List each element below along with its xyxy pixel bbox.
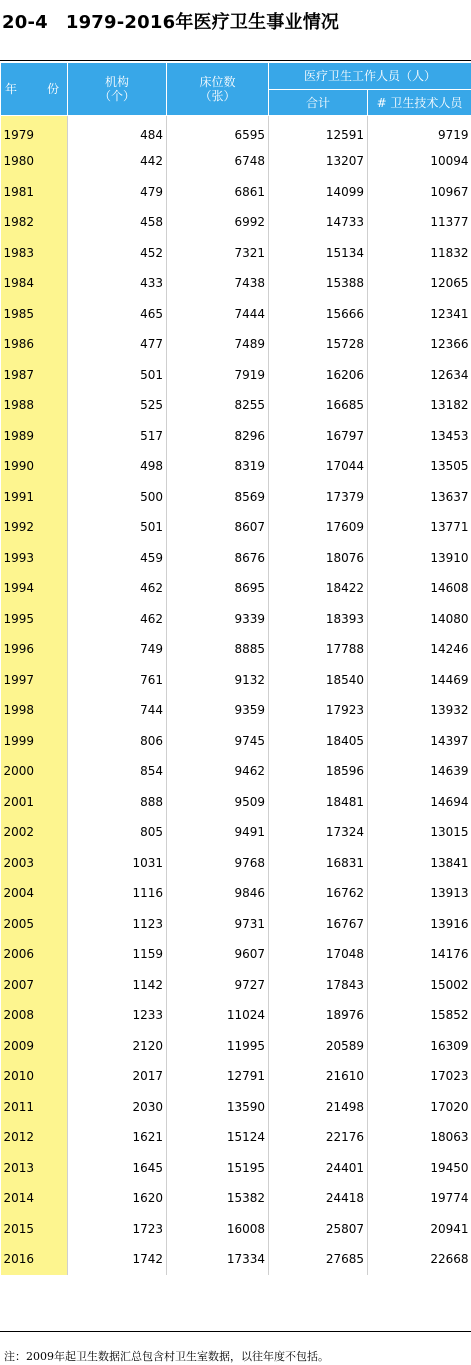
cell-technicians: 14080 xyxy=(430,611,469,626)
cell-beds: 9846 xyxy=(167,878,269,909)
cell-institutions: 854 xyxy=(68,756,167,787)
cell-total: 16206 xyxy=(269,360,368,391)
cell-total: 16767 xyxy=(269,909,368,940)
cell-beds: 9132 xyxy=(167,665,269,696)
table-row xyxy=(1,817,471,848)
cell-technicians: 17020 xyxy=(430,1099,469,1114)
table-row xyxy=(1,116,471,147)
table-row xyxy=(1,1092,471,1123)
cell-total: 16797 xyxy=(269,421,368,452)
cell-institutions: 525 xyxy=(68,390,167,421)
cell-institutions: 498 xyxy=(68,451,167,482)
table-row xyxy=(1,1000,471,1031)
cell-total: 20589 xyxy=(269,1031,368,1062)
cell-institutions: 452 xyxy=(68,238,167,269)
table-row xyxy=(1,726,471,757)
cell-year: 1998 xyxy=(1,695,68,726)
cell-technicians: 13637 xyxy=(430,489,469,504)
cell-technicians: 16309 xyxy=(430,1038,469,1053)
cell-year: 2016 xyxy=(1,1244,68,1275)
cell-year: 1987 xyxy=(1,360,68,391)
footnote: 注：2009年起卫生数据汇总包含村卫生室数据，以往年度不包括。 xyxy=(4,1350,329,1363)
cell-year: 1996 xyxy=(1,634,68,665)
table-row xyxy=(1,665,471,696)
cell-beds: 9462 xyxy=(167,756,269,787)
cell-year: 2010 xyxy=(1,1061,68,1092)
table-row xyxy=(1,848,471,879)
cell-beds: 13590 xyxy=(167,1092,269,1123)
cell-total: 17324 xyxy=(269,817,368,848)
header-year: 年 份 xyxy=(1,63,68,116)
cell-institutions: 1116 xyxy=(68,878,167,909)
cell-technicians: 19774 xyxy=(430,1191,469,1206)
cell-total: 17044 xyxy=(269,451,368,482)
cell-institutions: 2120 xyxy=(68,1031,167,1062)
cell-year: 2005 xyxy=(1,909,68,940)
table-row xyxy=(1,634,471,665)
cell-total: 24401 xyxy=(269,1153,368,1184)
cell-technicians: 14694 xyxy=(430,794,469,809)
cell-total: 17379 xyxy=(269,482,368,513)
table-row xyxy=(1,299,471,330)
cell-beds: 9607 xyxy=(167,939,269,970)
cell-technicians: 13015 xyxy=(430,825,469,840)
table-row xyxy=(1,268,471,299)
cell-beds: 15382 xyxy=(167,1183,269,1214)
cell-total: 18976 xyxy=(269,1000,368,1031)
table-row xyxy=(1,939,471,970)
cell-total: 17788 xyxy=(269,634,368,665)
cell-year: 1989 xyxy=(1,421,68,452)
cell-year: 1988 xyxy=(1,390,68,421)
table-row xyxy=(1,177,471,208)
cell-total: 21498 xyxy=(269,1092,368,1123)
table-title xyxy=(2,8,339,34)
cell-year: 1986 xyxy=(1,329,68,360)
cell-beds: 9339 xyxy=(167,604,269,635)
cell-institutions: 484 xyxy=(68,116,167,147)
cell-institutions: 500 xyxy=(68,482,167,513)
cell-technicians: 14176 xyxy=(430,947,469,962)
cell-institutions: 517 xyxy=(68,421,167,452)
cell-technicians: 19450 xyxy=(430,1160,469,1175)
cell-year: 2015 xyxy=(1,1214,68,1245)
cell-technicians: 12341 xyxy=(430,306,469,321)
cell-institutions: 1123 xyxy=(68,909,167,940)
cell-institutions: 1723 xyxy=(68,1214,167,1245)
cell-institutions: 749 xyxy=(68,634,167,665)
cell-year: 1984 xyxy=(1,268,68,299)
cell-year: 2011 xyxy=(1,1092,68,1123)
cell-institutions: 479 xyxy=(68,177,167,208)
cell-year: 2000 xyxy=(1,756,68,787)
cell-technicians: 15002 xyxy=(430,977,469,992)
cell-technicians: 14469 xyxy=(430,672,469,687)
cell-technicians: 13916 xyxy=(430,916,469,931)
cell-total: 27685 xyxy=(269,1244,368,1275)
cell-total: 13207 xyxy=(269,146,368,177)
cell-beds: 6992 xyxy=(167,207,269,238)
cell-institutions: 888 xyxy=(68,787,167,818)
cell-year: 2003 xyxy=(1,848,68,879)
cell-beds: 9768 xyxy=(167,848,269,879)
cell-institutions: 806 xyxy=(68,726,167,757)
cell-technicians: 11377 xyxy=(430,215,469,230)
table-row xyxy=(1,878,471,909)
cell-institutions: 433 xyxy=(68,268,167,299)
cell-total: 17048 xyxy=(269,939,368,970)
cell-total: 18481 xyxy=(269,787,368,818)
cell-technicians: 14246 xyxy=(430,642,469,657)
cell-year: 1995 xyxy=(1,604,68,635)
cell-technicians: 10094 xyxy=(430,154,469,169)
cell-total: 16685 xyxy=(269,390,368,421)
cell-year: 1999 xyxy=(1,726,68,757)
table-row xyxy=(1,421,471,452)
cell-beds: 7321 xyxy=(167,238,269,269)
cell-technicians: 14397 xyxy=(430,733,469,748)
cell-total: 12591 xyxy=(269,116,368,147)
table-row xyxy=(1,787,471,818)
cell-beds: 8569 xyxy=(167,482,269,513)
cell-institutions: 744 xyxy=(68,695,167,726)
table-row xyxy=(1,543,471,574)
cell-institutions: 501 xyxy=(68,360,167,391)
cell-total: 21610 xyxy=(269,1061,368,1092)
table-row xyxy=(1,756,471,787)
cell-total: 25807 xyxy=(269,1214,368,1245)
cell-year: 1997 xyxy=(1,665,68,696)
table-row xyxy=(1,146,471,177)
cell-technicians: 12065 xyxy=(430,276,469,291)
header-institutions: 机构 （个） xyxy=(68,63,167,116)
cell-year: 2008 xyxy=(1,1000,68,1031)
cell-year: 1983 xyxy=(1,238,68,269)
table-row xyxy=(1,695,471,726)
cell-beds: 9727 xyxy=(167,970,269,1001)
cell-beds: 8885 xyxy=(167,634,269,665)
cell-beds: 7444 xyxy=(167,299,269,330)
header-total: 合计 xyxy=(269,90,368,116)
cell-technicians: 17023 xyxy=(430,1069,469,1084)
cell-institutions: 1142 xyxy=(68,970,167,1001)
cell-technicians: 13913 xyxy=(430,886,469,901)
cell-institutions: 1742 xyxy=(68,1244,167,1275)
table-body xyxy=(1,116,471,1275)
cell-technicians: 14608 xyxy=(430,581,469,596)
cell-beds: 8255 xyxy=(167,390,269,421)
cell-year: 1982 xyxy=(1,207,68,238)
cell-beds: 9731 xyxy=(167,909,269,940)
cell-beds: 6861 xyxy=(167,177,269,208)
table-row xyxy=(1,1061,471,1092)
cell-institutions: 477 xyxy=(68,329,167,360)
cell-beds: 15195 xyxy=(167,1153,269,1184)
cell-total: 15666 xyxy=(269,299,368,330)
cell-institutions: 462 xyxy=(68,604,167,635)
cell-year: 1994 xyxy=(1,573,68,604)
cell-year: 2004 xyxy=(1,878,68,909)
cell-technicians: 13182 xyxy=(430,398,469,413)
header-beds: 床位数 （张） xyxy=(167,63,269,116)
cell-beds: 8319 xyxy=(167,451,269,482)
cell-beds: 6595 xyxy=(167,116,269,147)
data-table xyxy=(0,62,471,1275)
table-title-text: 1979-2016年医疗卫生事业情况 xyxy=(65,12,340,33)
cell-technicians: 12634 xyxy=(430,367,469,382)
cell-year: 1993 xyxy=(1,543,68,574)
cell-institutions: 1159 xyxy=(68,939,167,970)
table-row xyxy=(1,970,471,1001)
cell-institutions: 2030 xyxy=(68,1092,167,1123)
cell-beds: 8607 xyxy=(167,512,269,543)
cell-total: 16831 xyxy=(269,848,368,879)
table-row xyxy=(1,390,471,421)
table-row xyxy=(1,1031,471,1062)
cell-institutions: 805 xyxy=(68,817,167,848)
cell-beds: 8296 xyxy=(167,421,269,452)
cell-year: 1991 xyxy=(1,482,68,513)
cell-institutions: 459 xyxy=(68,543,167,574)
cell-beds: 11995 xyxy=(167,1031,269,1062)
cell-beds: 9745 xyxy=(167,726,269,757)
cell-institutions: 462 xyxy=(68,573,167,604)
cell-beds: 9491 xyxy=(167,817,269,848)
cell-technicians: 11832 xyxy=(430,245,469,260)
cell-institutions: 761 xyxy=(68,665,167,696)
cell-year: 1980 xyxy=(1,146,68,177)
cell-beds: 12791 xyxy=(167,1061,269,1092)
cell-technicians: 22668 xyxy=(430,1252,469,1267)
cell-total: 14733 xyxy=(269,207,368,238)
cell-institutions: 501 xyxy=(68,512,167,543)
cell-year: 2009 xyxy=(1,1031,68,1062)
cell-year: 2007 xyxy=(1,970,68,1001)
cell-beds: 11024 xyxy=(167,1000,269,1031)
cell-beds: 7489 xyxy=(167,329,269,360)
cell-total: 18076 xyxy=(269,543,368,574)
cell-institutions: 1620 xyxy=(68,1183,167,1214)
cell-institutions: 1031 xyxy=(68,848,167,879)
cell-institutions: 1621 xyxy=(68,1122,167,1153)
cell-technicians: 13910 xyxy=(430,550,469,565)
cell-technicians: 13453 xyxy=(430,428,469,443)
table-row xyxy=(1,482,471,513)
cell-total: 16762 xyxy=(269,878,368,909)
bottom-rule xyxy=(0,1331,471,1332)
table-row xyxy=(1,573,471,604)
cell-year: 1985 xyxy=(1,299,68,330)
cell-technicians: 18063 xyxy=(430,1130,469,1145)
cell-total: 15728 xyxy=(269,329,368,360)
cell-institutions: 1645 xyxy=(68,1153,167,1184)
top-rule xyxy=(0,60,471,61)
cell-beds: 6748 xyxy=(167,146,269,177)
cell-total: 18405 xyxy=(269,726,368,757)
cell-institutions: 458 xyxy=(68,207,167,238)
cell-beds: 17334 xyxy=(167,1244,269,1275)
table-row xyxy=(1,1122,471,1153)
table-row xyxy=(1,207,471,238)
cell-beds: 9509 xyxy=(167,787,269,818)
cell-year: 1992 xyxy=(1,512,68,543)
cell-year: 2014 xyxy=(1,1183,68,1214)
table-row xyxy=(1,1153,471,1184)
cell-year: 2013 xyxy=(1,1153,68,1184)
cell-total: 17609 xyxy=(269,512,368,543)
cell-beds: 9359 xyxy=(167,695,269,726)
cell-beds: 15124 xyxy=(167,1122,269,1153)
table-header xyxy=(1,63,471,116)
table-row xyxy=(1,238,471,269)
cell-year: 1979 xyxy=(1,116,68,147)
cell-technicians: 13841 xyxy=(430,855,469,870)
cell-beds: 8676 xyxy=(167,543,269,574)
cell-technicians: 14639 xyxy=(430,764,469,779)
cell-institutions: 442 xyxy=(68,146,167,177)
cell-total: 17843 xyxy=(269,970,368,1001)
cell-total: 18393 xyxy=(269,604,368,635)
cell-total: 24418 xyxy=(269,1183,368,1214)
cell-technicians: 13771 xyxy=(430,520,469,535)
cell-total: 15388 xyxy=(269,268,368,299)
cell-technicians: 13932 xyxy=(430,703,469,718)
cell-total: 15134 xyxy=(269,238,368,269)
cell-technicians: 12366 xyxy=(430,337,469,352)
header-staff: 医疗卫生工作人员（人） xyxy=(269,63,471,90)
cell-total: 18596 xyxy=(269,756,368,787)
table-row xyxy=(1,451,471,482)
cell-total: 17923 xyxy=(269,695,368,726)
cell-technicians: 9719 xyxy=(437,128,469,142)
cell-beds: 7438 xyxy=(167,268,269,299)
table-row xyxy=(1,604,471,635)
cell-year: 1990 xyxy=(1,451,68,482)
table-row xyxy=(1,1183,471,1214)
cell-beds: 7919 xyxy=(167,360,269,391)
cell-total: 14099 xyxy=(269,177,368,208)
cell-technicians: 10967 xyxy=(430,184,469,199)
cell-beds: 16008 xyxy=(167,1214,269,1245)
table-row xyxy=(1,360,471,391)
table-row xyxy=(1,1244,471,1275)
cell-year: 2006 xyxy=(1,939,68,970)
cell-total: 18422 xyxy=(269,573,368,604)
table-row xyxy=(1,909,471,940)
cell-beds: 8695 xyxy=(167,573,269,604)
cell-technicians: 15852 xyxy=(430,1008,469,1023)
cell-total: 22176 xyxy=(269,1122,368,1153)
cell-institutions: 2017 xyxy=(68,1061,167,1092)
cell-year: 2012 xyxy=(1,1122,68,1153)
cell-total: 18540 xyxy=(269,665,368,696)
table-row xyxy=(1,329,471,360)
cell-year: 2001 xyxy=(1,787,68,818)
cell-technicians: 20941 xyxy=(430,1221,469,1236)
table-number: 20-4 xyxy=(2,12,48,33)
table-row xyxy=(1,1214,471,1245)
cell-institutions: 465 xyxy=(68,299,167,330)
cell-institutions: 1233 xyxy=(68,1000,167,1031)
header-technicians: # 卫生技术人员 xyxy=(368,90,471,116)
table-row xyxy=(1,512,471,543)
cell-year: 1981 xyxy=(1,177,68,208)
cell-year: 2002 xyxy=(1,817,68,848)
cell-technicians: 13505 xyxy=(430,459,469,474)
